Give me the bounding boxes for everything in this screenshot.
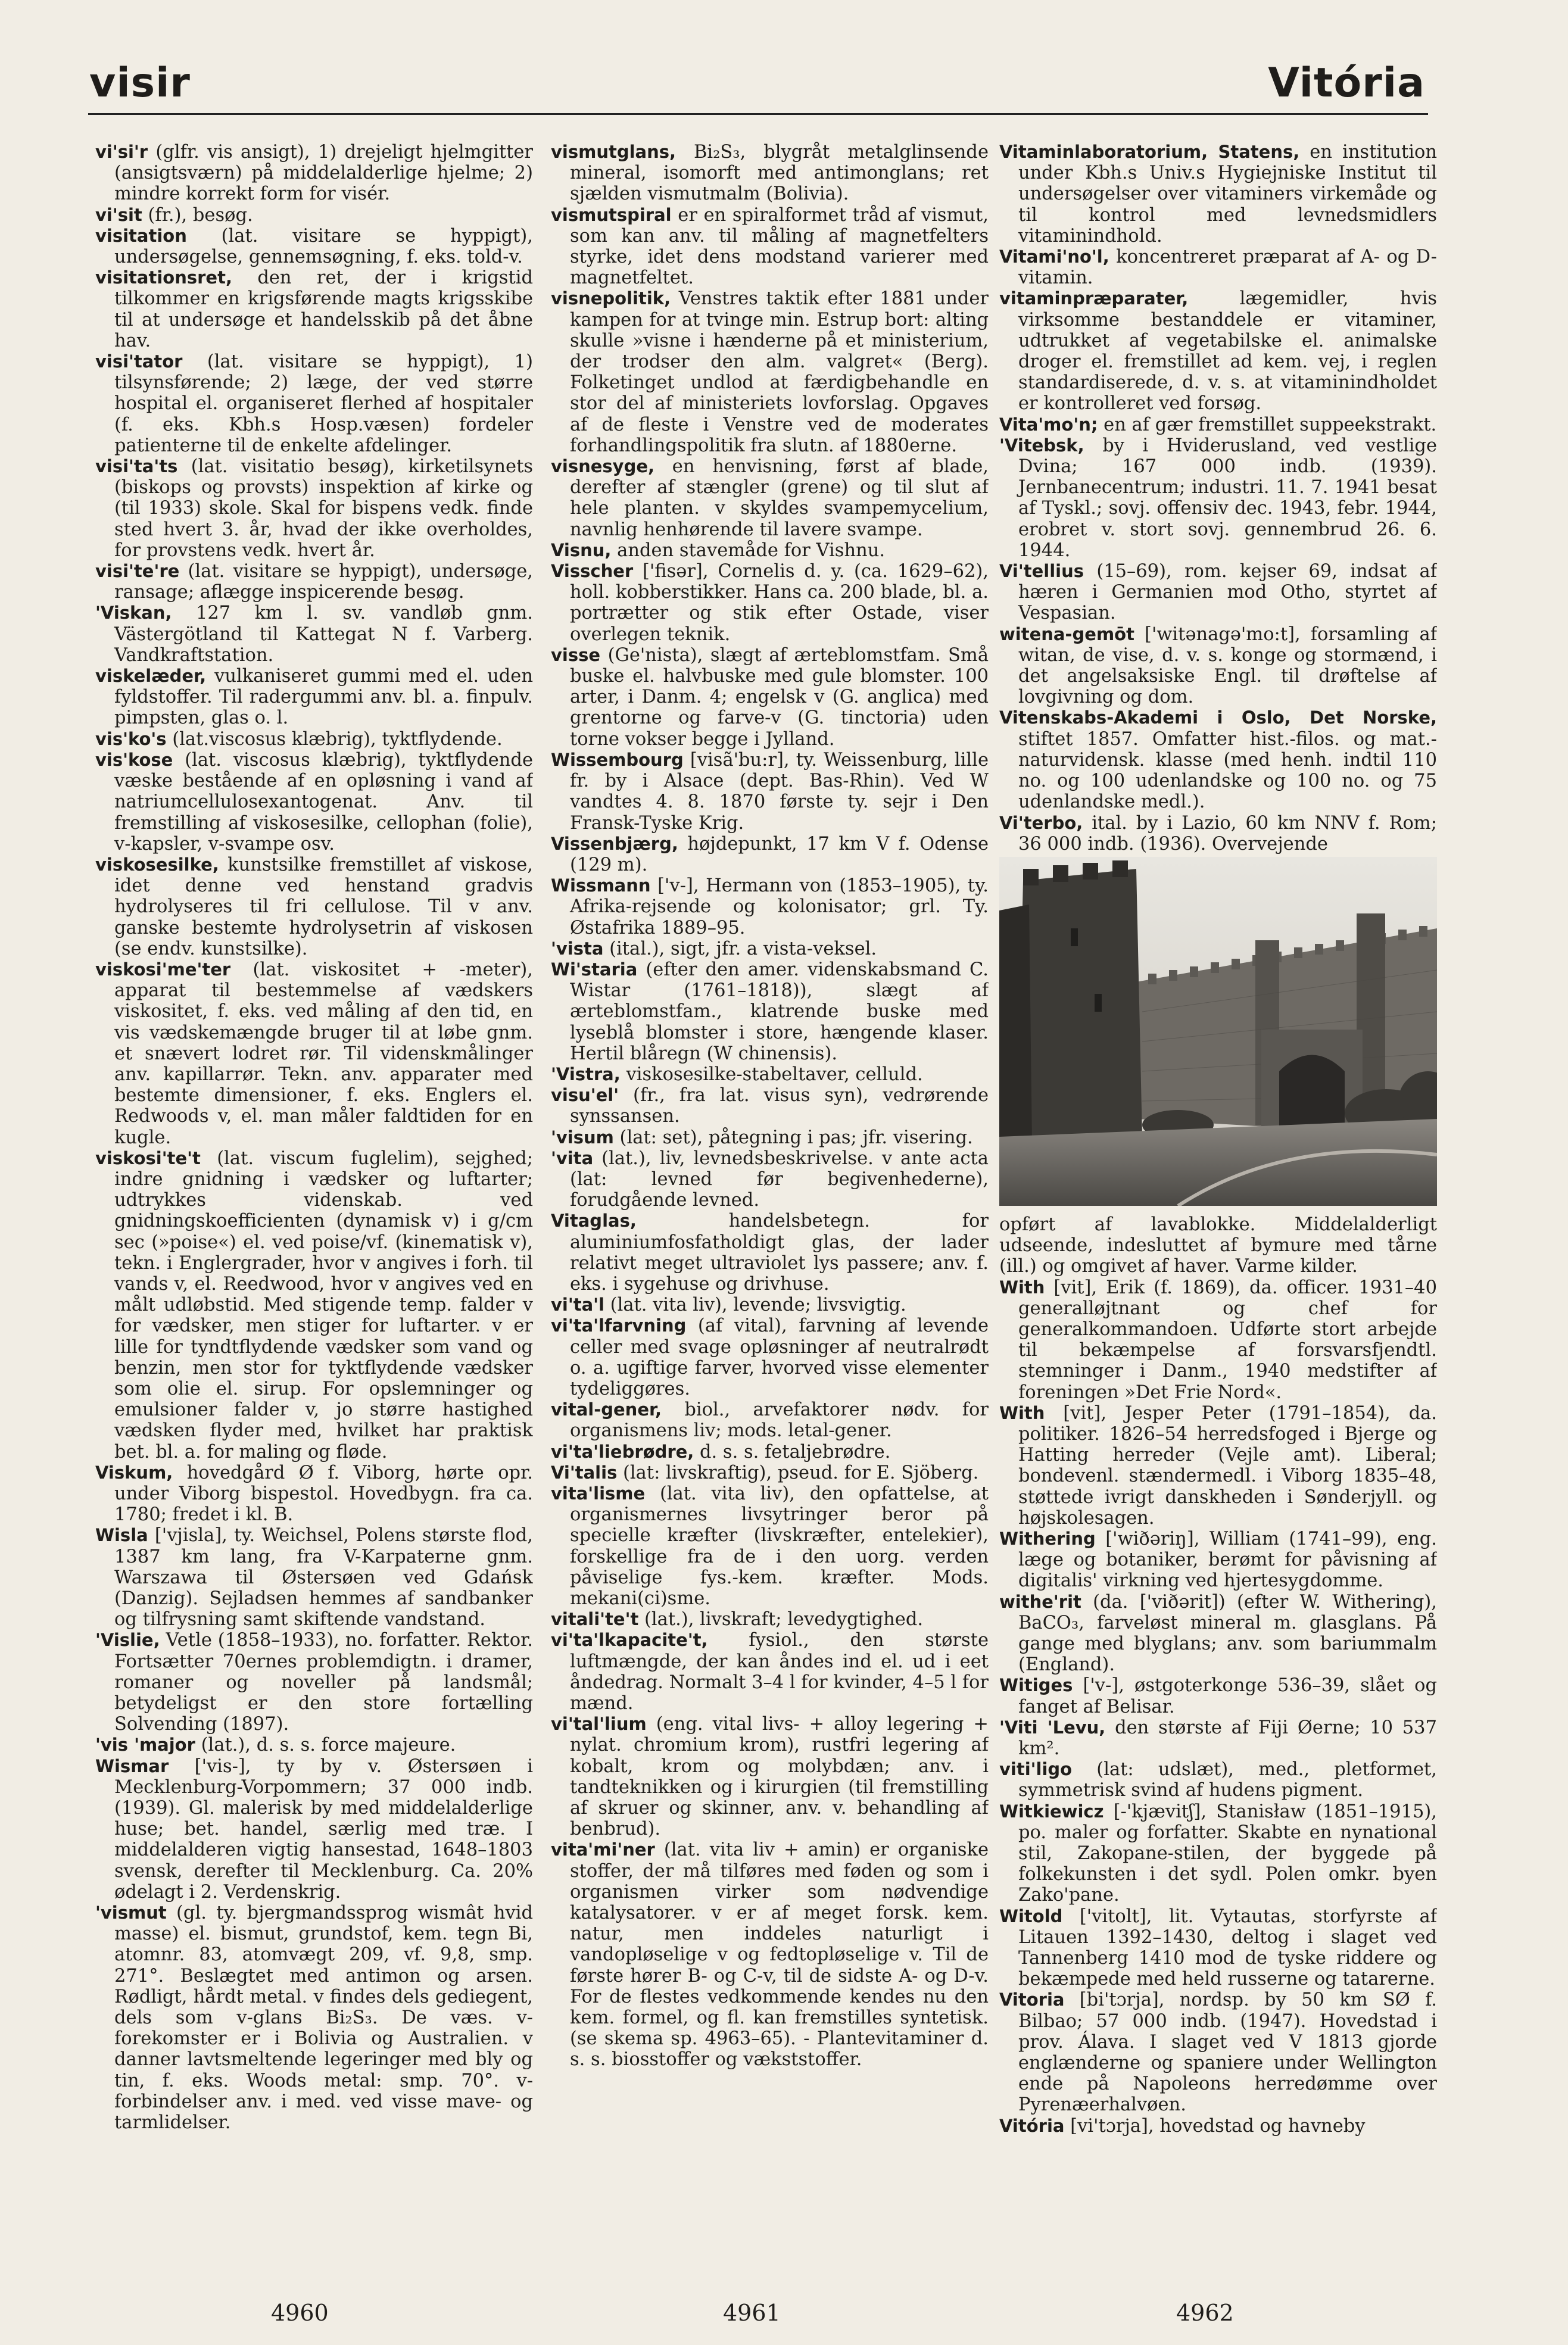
definition-text: (lat. visitare se hyppigt), undersøgelse, gennemsøgning, f. eks. told-v.: [114, 225, 533, 268]
definition-text: ['witənagə'mo:t], forsamling af witan, de vise, d. v. s. konge og stormænd, i det angelsaksiske Engl. til drøftelse af lovgivning og dom.: [1018, 623, 1437, 708]
headword: viskosi'te't: [95, 1147, 201, 1168]
dictionary-entry: [999, 414, 1437, 435]
dictionary-entry: [551, 1127, 989, 1148]
headword: vi'ta'l: [551, 1295, 604, 1315]
definition-text: (lat. vita liv), den opfattelse, at organismernes livsytringer beror på specielle kræfter (livskræfter, entelekier), forskellige fra de i den uorg. verden påviselige fys.-kem. kræfter. Mods. mekani(ci)sme.: [570, 1483, 989, 1610]
definition-text: højdepunkt, 17 km V f. Odense (129 m).: [570, 833, 989, 875]
headword: Visnu,: [551, 540, 612, 560]
dictionary-entry: [551, 834, 989, 875]
headword: vital-gener,: [551, 1399, 662, 1420]
dictionary-entry: [999, 1277, 1437, 1403]
definition-text: [bi'tɔrja], nordsp. by 50 km SØ f. Bilbao; 57 000 indb. (1947). Hovedstad i prov. Álava. I slaget ved V 1813 gjorde englænderne og spaniere under Wellington ende på Napoleons herredømme over Pyrenæerhalvøen.: [1018, 1989, 1437, 2116]
definition-text: fysiol., den største luftmængde, der kan åndes ind el. ud i eet åndedrag. Normalt 3–4 l for kvinder, 4–5 l for mænd.: [570, 1630, 989, 1714]
dictionary-entry: [999, 1675, 1437, 1717]
dictionary-entry: [95, 1735, 533, 1755]
definition-text: (lat. visitare se hyppigt), 1) tilsynsførende; 2) læge, der ved større hospital el. organiseret flerhed af hospitaler (f. eks. Kbh.s Hosp.væsen) fordeler patienterne til de enkelte afdelinger.: [114, 351, 533, 456]
definition-text: ['vitolt], lit. Vytautas, storfyrste af Litauen 1392–1430, deltog i slaget ved Tannenberg 1410 mod de tyske riddere og bekæmpede med held russerne og tatarerne.: [1018, 1906, 1437, 1990]
headword: Vitoria: [999, 1989, 1065, 2010]
headword: visu'el': [551, 1085, 619, 1106]
dictionary-entry: [95, 1462, 533, 1526]
headword: Vitami'no'l,: [999, 247, 1109, 267]
dictionary-entry: [95, 1525, 533, 1630]
dictionary-entry: [95, 1903, 533, 2133]
definition-text: (lat. viscosus klæbrig), tyktflydende væske bestående af en opløsning i vand af natriumcellulosexantogenat. Anv. til fremstilling af viskosesilke, cellophan (folie), v-kapsler, v-svampe osv.: [114, 749, 533, 855]
headword: Vi'tellius: [999, 561, 1084, 582]
headword: vi'sit: [95, 204, 142, 225]
headword: Wi'staria: [551, 959, 638, 980]
definition-text: (glfr. vis ansigt), 1) drejeligt hjelmgitter (ansigtsværn) på middelalderlige hjelme; 2) mindre korrekt form for visér.: [114, 142, 533, 205]
definition-text: ['v-], Hermann von (1853–1905), ty. Afrika-rejsende og kolonisator; grl. Ty. Østafrika 1889–95.: [570, 875, 989, 938]
headword: Withering: [999, 1528, 1096, 1549]
definition-text: (lat. viscum fuglelim), sejghed; indre gnidning i vædsker og luftarter; udtrykkes videnskab. ved gnidningskoefficienten (dynamisk v) i g/cm sec (»poise«) el. ved poise/vf. (kinematisk v), tekn. i Englergrader, hvor v angives i forh. til vands v, el. Reedwood, hvor v angives ved en målt udløbstid. Med stigende temp. falder v for vædsker, men stiger for luftarter. v er lille for tyndtflydende vædsker som vand og benzin, men stor for tyktflydende vædsker som olie el. sirup. For opslemninger og emulsioner falder v, jo større hastighed vædsken flyder med, hvilket har praktisk bet. bl. a. for maling og fløde.: [114, 1147, 533, 1462]
definition-text: (lat. vita liv), levende; livsvigtig.: [604, 1295, 906, 1316]
column-4962: [999, 142, 1437, 2250]
dictionary-entry: [551, 540, 989, 561]
headword: vita'lisme: [551, 1483, 646, 1504]
headword: vi'tal'lium: [551, 1714, 647, 1735]
dictionary-entry: [95, 1630, 533, 1735]
definition-text: (eng. vital livs- + alloy legering + nylat. chromium krom), rustfri legering af kobalt, krom og molybdæn; anv. i tandteknikken og i kirurgien (til fremstilling af skruer og skinner, anv. v. behandling af benbrud).: [570, 1714, 989, 1840]
definition-text: (lat.), d. s. s. force majeure.: [195, 1735, 456, 1756]
headword: visi'ta'ts: [95, 456, 178, 477]
definition-text: [vi'tɔrja], hovedstad og havneby: [1064, 2115, 1366, 2137]
dictionary-entry: [999, 561, 1437, 624]
definition-text: (lat. viskositet + -meter), apparat til bestemmelse af vædskers viskositet, f. eks. ved måling af den tid, en vis vædskemængde bruger til at løbe gnm. et snævert lodret rør. Til videnskmålinger anv. kapillarrør. Tekn. anv. apparater med bestemte dimensioner, f. eks. Englers el. Redwoods v, el. man måler faldtiden for en kugle.: [114, 959, 533, 1148]
headword: With: [999, 1277, 1045, 1298]
page-number-middle: 4961: [723, 2300, 781, 2326]
definition-text: (lat: set), påtegning i pas; jfr. visering.: [613, 1127, 973, 1148]
dictionary-entry: [551, 1609, 989, 1630]
column-4962-bottom: [999, 1214, 1437, 2137]
dictionary-entry: [999, 813, 1437, 855]
column-4961: [551, 142, 989, 2250]
dictionary-entry: [999, 1529, 1437, 1592]
headword: visi'te're: [95, 561, 180, 582]
headword: visse: [551, 644, 601, 665]
definition-text: lægemidler, hvis virksomme bestanddele er vitaminer, udtrukket af vegetabilske el. animalske droger el. fremstillet ad kem. vej, i reglen standardiserede, d. v. s. at vitaminindholdet er kontrolleret ved forsøg.: [1018, 288, 1437, 414]
dictionary-entry: [95, 226, 533, 267]
column-4960: [95, 142, 533, 2250]
definition-text: biol., arvefaktorer nødv. for organismens liv; mods. letal-gener.: [570, 1399, 989, 1442]
definition-text: 127 km l. sv. vandløb gnm. Västergötland til Kattegat N f. Varberg. Vandkraftstation.: [114, 603, 533, 666]
viterbo-town-wall-photo: [999, 857, 1437, 1206]
headword: vis'kose: [95, 749, 173, 770]
definition-text: ['v-], østgoterkonge 536–39, slået og fanget af Belisar.: [1018, 1675, 1437, 1717]
headword: Vitenskabs-Akademi i Oslo, Det Norske,: [999, 707, 1437, 728]
headword: vi'ta'lkapacite't,: [551, 1630, 708, 1651]
definition-text: ['wiðəriŋ], William (1741–99), eng. læge og botaniker, berømt for påvisning af digitalis' virkning ved hjertesygdomme.: [1018, 1528, 1437, 1592]
definition-text: (lat. visitatio besøg), kirketilsynets (biskops og provsts) inspektion af kirke og (til 1933) skole. Skal for bispens vedk. finde sted hvert 3. år, hvad der ikke overholdes, for provstens vedk. hvert år.: [114, 456, 533, 561]
dictionary-entry: [999, 1801, 1437, 1906]
headword: 'vismut: [95, 1903, 167, 1923]
headword: vita'mi'ner: [551, 1839, 655, 1860]
headword: visitation: [95, 225, 187, 246]
headword: Wissmann: [551, 875, 651, 896]
headword: visitationsret,: [95, 267, 232, 288]
headword: vis'ko's: [95, 728, 167, 749]
dictionary-entry: [95, 267, 533, 351]
definition-text: hovedgård Ø f. Viborg, hørte opr. under Viborg bispestol. Hovedbygn. fra ca. 1780; fredet i kl. B.: [114, 1462, 533, 1526]
header-rule: [88, 113, 1428, 115]
dictionary-entry: [551, 959, 989, 1064]
definition-text: (lat.viscosus klæbrig), tyktflydende.: [166, 728, 503, 750]
dictionary-entry: [999, 624, 1437, 708]
dictionary-entry: [999, 247, 1437, 288]
headword: viskosesilke,: [95, 854, 219, 875]
definition-text: koncentreret præparat af A- og D-vitamin.: [1018, 247, 1437, 289]
definition-text: ['vis-], ty by v. Østersøen i Mecklenburg-Vorpommern; 37 000 indb. (1939). Gl. malerisk by med middelalderlige huse; bet. handel, særlig med træ. I middelalderen vigtig hansestad, 1648–1803 svensk, derefter til Mecklenburg. Ca. 20% ødelagt i 2. Verdenskrig.: [114, 1755, 533, 1903]
dictionary-entry: [95, 205, 533, 226]
dictionary-entry: [551, 1295, 989, 1315]
definition-text: (lat.), livskraft; levedygtighed.: [638, 1609, 924, 1630]
headword: withe'rit: [999, 1591, 1081, 1612]
dictionary-entry: [551, 750, 989, 834]
dictionary-entry: [551, 875, 989, 938]
definition-text: (fr.), besøg.: [142, 204, 253, 226]
dictionary-entry: [95, 1756, 533, 1903]
headword: 'visum: [551, 1127, 614, 1147]
headword: Visscher: [551, 561, 634, 582]
dictionary-entry: [551, 561, 989, 645]
dictionary-entry: [999, 1759, 1437, 1801]
headword: Viskum,: [95, 1462, 173, 1483]
dictionary-entry: [551, 456, 989, 540]
dictionary-entry: [551, 1462, 989, 1483]
dictionary-entry: [95, 456, 533, 561]
dictionary-entry: [95, 603, 533, 666]
dictionary-entry: [551, 645, 989, 750]
definition-text: (lat: livskraftig), pseud. for E. Sjöberg.: [617, 1462, 979, 1483]
headword: Witold: [999, 1906, 1063, 1926]
definition-text: opført af lavablokke. Middelalderligt udseende, indesluttet af bymure med tårne (ill.) og omgivet af haver. Varme kilder.: [999, 1214, 1437, 1277]
dictionary-entry: [95, 855, 533, 959]
definition-text: viskosesilke-stabeltaver, celluld.: [620, 1064, 923, 1085]
dictionary-entry: [551, 1315, 989, 1399]
dictionary-entry: [551, 1630, 989, 1714]
definition-text: (ital.), sigt, jfr. a vista-veksel.: [603, 938, 877, 959]
running-head-first-word: visir: [89, 60, 191, 107]
headword: Wissembourg: [551, 749, 684, 770]
headword: Vissenbjærg,: [551, 833, 678, 854]
definition-text: den største af Fiji Øerne; 10 537 km².: [1018, 1717, 1437, 1759]
dictionary-entry: [551, 1399, 989, 1441]
definition-text: en henvisning, først af blade, derefter af stængler (grene) og til slut af hele planten. v skyldes svampemycelium, navnlig henhørende til lavere svampe.: [570, 456, 989, 540]
dictionary-entry: [551, 205, 989, 289]
dictionary-entry: [999, 707, 1437, 812]
dictionary-entry: [95, 1148, 533, 1462]
dictionary-entry: [95, 959, 533, 1148]
headword: visnesyge,: [551, 456, 655, 477]
dictionary-entry: [551, 1714, 989, 1839]
dictionary-entry: [999, 1989, 1437, 2115]
dictionary-entry: [551, 1839, 989, 2070]
definition-text: (gl. ty. bjergmandssprog wismât hvid masse) el. bismut, grundstof, kem. tegn Bi, atomnr. 83, atomvægt 209, vf. 9,8, smp. 271°. Beslægtet med antimon og arsen. Rødligt, hårdt metal. v findes dels gediegent, dels som v-glans Bi₂S₃. De væs. v-forekomster er i Bolivia og Australien. v danner lavtsmeltende legeringer med bly og tin, f. eks. Woods metal: smp. 70°. v-forbindelser anv. i med. ved visse mave- og tarmlidelser.: [114, 1903, 533, 2134]
dictionary-entry: [999, 2116, 1437, 2137]
definition-text: [vit], Jesper Peter (1791–1854), da. politiker. 1826–54 herredsfoged i Bjerge og Hatting herreder (Vejle amt). Liberal; bondevenl. stændermedl. i Viborg 1835–48, støttede ivrigt danskheden i Sønderjyll. og højskolesagen.: [1018, 1402, 1437, 1529]
dictionary-entry: [95, 561, 533, 603]
headword: vitaminpræparater,: [999, 288, 1189, 309]
headword: 'vis 'major: [95, 1735, 195, 1755]
dictionary-entry: [551, 142, 989, 205]
headword: Vi'terbo,: [999, 812, 1083, 833]
dictionary-entry: [999, 1214, 1437, 1277]
definition-text: en institution under Kbh.s Univ.s Hygiejniske Institut til undersøgelser over vitaminers virkemåde og til kontrol med levnedsmidlers vitaminindhold.: [1018, 142, 1437, 247]
definition-text: (efter den amer. videnskabsmand C. Wistar (1761–1818)), slægt af ærteblomstfam., klatrende buske med lyseblå blomster i store, hængende klaser. Hertil blåregn (W chinensis).: [570, 959, 989, 1064]
definition-text: Bi₂S₃, blygråt metalglinsende mineral, isomorft med antimonglans; ret sjælden vismutmalm (Bolivia).: [570, 142, 989, 205]
dictionary-entry: [95, 729, 533, 750]
definition-text: er en spiralformet tråd af vismut, som kan anv. til måling af magnetfelters styrke, idet dens modstand varierer med magnetfeltet.: [570, 204, 989, 289]
dictionary-entry: [999, 435, 1437, 561]
dictionary-entry: [551, 288, 989, 456]
dictionary-entry: [551, 1442, 989, 1462]
dictionary-entry: [551, 1211, 989, 1295]
definition-text: handelsbetegn. for aluminiumfosfatholdigt glas, der lader relativt meget ultraviolet lys passere; anv. f. eks. i sygehuse og drivhuse.: [570, 1211, 989, 1295]
definition-text: [vit], Erik (f. 1869), da. officer. 1931–40 generalløjtnant og chef for generalkommandoen. Udførte stort arbejde til bekæmpelse af forsvarsfjendtl. stemninger i Danm., 1940 medstifter af foreningen »Det Frie Nord«.: [1018, 1277, 1437, 1403]
page-number-right: 4962: [1176, 2300, 1234, 2326]
headword: Witkiewicz: [999, 1801, 1104, 1822]
headword: vitali'te't: [551, 1609, 639, 1630]
dictionary-entry: [95, 750, 533, 855]
dictionary-entry: [999, 1717, 1437, 1759]
headword: vi'ta'lfarvning: [551, 1315, 687, 1336]
dictionary-entry: [551, 1064, 989, 1085]
definition-text: (af vital), farvning af levende celler med svage opløsninger af neutralrødt o. a. ugiftige farver, hvorved visse elementer tydeliggøres.: [570, 1315, 989, 1399]
definition-text: (lat. vita liv + amin) er organiske stoffer, der må tilføres med føden og som i organismen virker som nødvendige katalysatorer. v er af meget forsk. kem. natur, men inddeles naturligt i vandopløselige v og fedtopløselige v. Til de første hører B- og C-v, til de sidste A- og D-v. For de flestes vedkommende kendes nu den kem. formel, og fl. kan fremstilles syntetisk. (se skema sp. 4963–65). - Plantevitaminer d. s. s. biosstoffer og vækststoffer.: [570, 1839, 989, 2070]
dictionary-entry: [999, 1906, 1437, 1990]
dictionary-entry: [95, 666, 533, 729]
definition-text: (lat: udslæt), med., pletformet, symmetrisk svind af hudens pigment.: [1018, 1759, 1437, 1801]
headword: Vitória: [999, 2115, 1065, 2136]
headword: Vita'mo'n;: [999, 414, 1098, 435]
headword: 'Vitebsk,: [999, 435, 1084, 456]
definition-text: (lat.), liv, levnedsbeskrivelse. v ante acta (lat: levned før begivenhederne), forudgående levned.: [570, 1147, 989, 1211]
dictionary-entry: [551, 1483, 989, 1609]
page-number-left: 4960: [271, 2300, 329, 2326]
headword: 'Vistra,: [551, 1064, 621, 1084]
headword: With: [999, 1402, 1045, 1423]
definition-text: anden stavemåde for Vishnu.: [611, 540, 886, 561]
dictionary-entry: [95, 351, 533, 456]
headword: vi'ta'liebrødre,: [551, 1441, 694, 1462]
headword: viskelæder,: [95, 666, 207, 687]
headword: vismutspiral: [551, 204, 672, 225]
definition-text: d. s. s. fetaljebrødre.: [694, 1441, 891, 1462]
definition-text: (fr., fra lat. visus syn), vedrørende synssansen.: [570, 1085, 989, 1127]
definition-text: ['fisər], Cornelis d. y. (ca. 1629–62), holl. kobberstikker. Hans ca. 200 blade, bl. a. portrætter og stik efter Ostade, viser overlegen teknik.: [570, 561, 989, 645]
definition-text: ['vjisla], ty. Weichsel, Polens største flod, 1387 km lang, fra V-Karpaterne gnm. Warszawa til Østersøen ved Gdańsk (Danzig). Sejladsen hemmes af sandbanker og tilfrysning samt skiftende vandstand.: [114, 1525, 533, 1630]
definition-text: den ret, der i krigstid tilkommer en krigsførende magts krigsskibe til at undersøge et handelsskib på det åbne hav.: [114, 267, 533, 351]
dictionary-entry: [999, 1403, 1437, 1529]
headword: vi'si'r: [95, 142, 148, 162]
headword: 'vita: [551, 1147, 594, 1168]
dictionary-entry: [551, 938, 989, 959]
running-head-last-word: Vitória: [1268, 60, 1425, 107]
headword: Vitaminlaboratorium, Statens,: [999, 142, 1300, 162]
headword: 'Viskan,: [95, 603, 172, 623]
headword: 'vista: [551, 938, 604, 959]
headword: visnepolitik,: [551, 288, 671, 309]
definition-text: stiftet 1857. Omfatter hist.-filos. og mat.-naturvidensk. klasse (med henh. indtil 110 no. og 100 udenlandske og 100 no. og 75 udenlandske medl.).: [1018, 728, 1437, 813]
definition-text: (15–69), rom. kejser 69, indsat af hæren i Germanien mod Otho, styrtet af Vespasian.: [1018, 561, 1437, 624]
headword: Witiges: [999, 1675, 1073, 1696]
headword: 'Viti 'Levu,: [999, 1717, 1106, 1738]
dictionary-entry: [551, 1085, 989, 1127]
headword: viti'ligo: [999, 1759, 1073, 1780]
dictionary-entry: [999, 288, 1437, 414]
column-4962-top: [999, 142, 1437, 855]
definition-text: (Ge'nista), slægt af ærteblomstfam. Små buske el. halvbuske med gule blomster. 100 arter, i Danm. 4; engelsk v (G. anglica) med grentorne og farve-v (G. tinctoria) uden torne vokser begge i Jylland.: [570, 644, 989, 750]
headword: witena-gemōt: [999, 623, 1134, 644]
definition-text: kunstsilke fremstillet af viskose, idet denne ved henstand gradvis hydrolyseres til fri cellulose. Til v anv. ganske bestemte hydrolysetrin af viskosen (se endv. kunstsilke).: [114, 854, 533, 959]
definition-text: [-'kjævitʃ], Stanisław (1851–1915), po. maler og forfatter. Skabte en nynational stil, Zakopane-stilen, der byggede på folkekunsten i det sydl. Polen omkr. byen Zako'pane.: [1018, 1801, 1437, 1906]
definition-text: vulkaniseret gummi med el. uden fyldstoffer. Til radergummi anv. bl. a. finpulv. pimpsten, glas o. l.: [114, 666, 533, 729]
headword: viskosi'me'ter: [95, 959, 231, 980]
dictionary-entry: [551, 1148, 989, 1211]
definition-text: Vetle (1858–1933), no. forfatter. Rektor. Fortsætter 70ernes problemdigtn. i dramer, romaner og noveller på landsmål; betydeligst er den store fortælling Solvending (1897).: [114, 1630, 533, 1735]
definition-text: (lat. visitare se hyppigt), undersøge, ransage; aflægge inspicerende besøg.: [114, 561, 533, 603]
headword: Vi'talis: [551, 1462, 618, 1483]
headword: visi'tator: [95, 351, 183, 372]
dictionary-entry: [999, 1592, 1437, 1676]
headword: 'Vislie,: [95, 1630, 160, 1651]
headword: Vitaglas,: [551, 1211, 637, 1231]
definition-text: [visã'bu:r], ty. Weissenburg, lille fr. by i Alsace (dept. Bas-Rhin). Ved W vandtes 4. 8. 1870 første ty. sejr i Den Fransk-Tyske Krig.: [570, 749, 989, 834]
definition-text: by i Hviderusland, ved vestlige Dvina; 167 000 indb. (1939). Jernbanecentrum; industri. 11. 7. 1941 besat af Tyskl.; sovj. offensiv dec. 1943, febr. 1944, erobret v. stort sovj. gennembrud 26. 6. 1944.: [1018, 435, 1437, 561]
dictionary-entry: [999, 142, 1437, 247]
headword: Wismar: [95, 1755, 169, 1776]
definition-text: (da. ['viðərit]) (efter W. Withering), BaCO₃, farveløst mineral m. glasglans. På gange med blyglans; anv. som bariummalm (England).: [1018, 1591, 1437, 1676]
definition-text: Venstres taktik efter 1881 under kampen for at tvinge min. Estrup bort: alting skulle »visne i hænderne på et ministerium, der trodser den alm. valgret« (Berg). Folketinget undlod at færdigbehandle en stor del af ministeriets lovforslag. Opgaves af de fleste i Venstre ved de moderates forhandlingspolitik fra slutn. af 1880erne.: [570, 288, 989, 456]
definition-text: en af gær fremstillet suppeekstrakt.: [1098, 414, 1437, 435]
definition-text: ital. by i Lazio, 60 km NNV f. Rom; 36 000 indb. (1936). Overvejende: [1018, 812, 1437, 855]
dictionary-entry: [95, 142, 533, 205]
headword: vismutglans,: [551, 142, 677, 162]
headword: Wisla: [95, 1525, 148, 1546]
